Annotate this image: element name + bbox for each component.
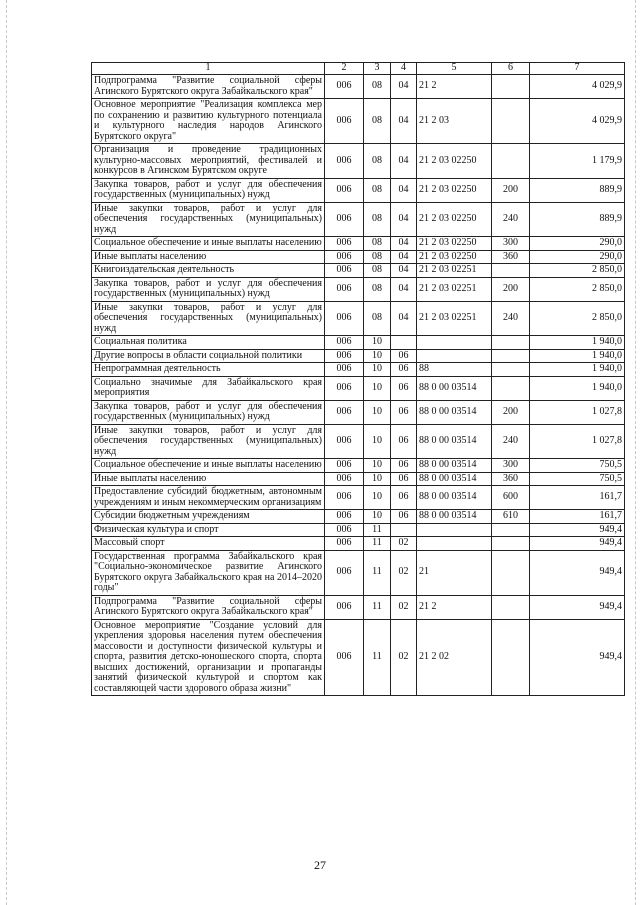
section-code: 10 (364, 486, 391, 510)
amount: 949,4 (530, 550, 625, 595)
page-edge-left (6, 0, 7, 905)
table-row (92, 336, 625, 350)
expense-type-code: 200 (492, 277, 530, 301)
amount: 949,4 (530, 595, 625, 619)
row-name: Иные выплаты населению (92, 250, 325, 264)
ministry-code: 006 (325, 349, 364, 363)
expense-type-code: 200 (492, 178, 530, 202)
section-code: 10 (364, 376, 391, 400)
row-name: Закупка товаров, работ и услуг для обеспечения государственных (муниципальных) нужд (92, 400, 325, 424)
amount: 949,4 (530, 537, 625, 551)
table-row (92, 144, 625, 179)
ministry-code: 006 (325, 264, 364, 278)
subsection-code: 06 (391, 459, 417, 473)
ministry-code: 006 (325, 202, 364, 237)
target-article-code: 21 2 02 (417, 619, 492, 696)
expense-type-code: 240 (492, 202, 530, 237)
table-row (92, 363, 625, 377)
subsection-code: 04 (391, 144, 417, 179)
ministry-code: 006 (325, 376, 364, 400)
section-code: 10 (364, 459, 391, 473)
section-code: 08 (364, 202, 391, 237)
table-row (92, 523, 625, 537)
ministry-code: 006 (325, 75, 364, 99)
row-name: Книгоиздательская деятельность (92, 264, 325, 278)
table-body (92, 75, 625, 696)
table-row (92, 550, 625, 595)
section-code: 10 (364, 510, 391, 524)
expense-type-code (492, 363, 530, 377)
section-code: 10 (364, 472, 391, 486)
ministry-code: 006 (325, 336, 364, 350)
ministry-code: 006 (325, 250, 364, 264)
target-article-code: 88 0 00 03514 (417, 459, 492, 473)
section-code: 08 (364, 178, 391, 202)
header-cell: 2 (325, 63, 364, 75)
expense-type-code: 240 (492, 301, 530, 336)
row-name: Другие вопросы в области социальной политики (92, 349, 325, 363)
section-code: 08 (364, 237, 391, 251)
row-name: Организация и проведение традиционных культурно-массовых мероприятий, фестивалей и конкурсов в Агинском Бурятском округе (92, 144, 325, 179)
header-cell: 4 (391, 63, 417, 75)
expense-type-code: 300 (492, 237, 530, 251)
table-row (92, 75, 625, 99)
amount: 750,5 (530, 472, 625, 486)
subsection-code: 06 (391, 376, 417, 400)
section-code: 08 (364, 250, 391, 264)
ministry-code: 006 (325, 510, 364, 524)
section-code: 11 (364, 523, 391, 537)
amount: 1 179,9 (530, 144, 625, 179)
target-article-code (417, 349, 492, 363)
expense-type-code: 360 (492, 250, 530, 264)
table-row (92, 264, 625, 278)
expense-type-code (492, 349, 530, 363)
ministry-code: 006 (325, 472, 364, 486)
section-code: 10 (364, 349, 391, 363)
row-name: Социальная политика (92, 336, 325, 350)
table-row (92, 619, 625, 696)
header-cell: 7 (530, 63, 625, 75)
section-code: 11 (364, 595, 391, 619)
section-code: 10 (364, 400, 391, 424)
section-code: 08 (364, 264, 391, 278)
row-name: Основное мероприятие "Создание условий для укрепления здоровья населения путем обеспечения массовости и доступности физической культуры и спорта, развития детско-юношеского спорта, спорта высших достижений, организации и пропаганды занятий физической культурой и спортом как составляющей части здорового образа жизни" (92, 619, 325, 696)
section-code: 10 (364, 336, 391, 350)
section-code: 11 (364, 619, 391, 696)
header-row (92, 63, 625, 75)
expense-type-code (492, 523, 530, 537)
target-article-code: 88 0 00 03514 (417, 510, 492, 524)
section-code: 11 (364, 537, 391, 551)
row-name: Предоставление субсидий бюджетным, автономным учреждениям и иным некоммерческим организациям (92, 486, 325, 510)
subsection-code: 02 (391, 550, 417, 595)
subsection-code: 06 (391, 472, 417, 486)
section-code: 10 (364, 363, 391, 377)
target-article-code: 21 2 (417, 75, 492, 99)
amount: 949,4 (530, 523, 625, 537)
table-row (92, 510, 625, 524)
subsection-code: 06 (391, 424, 417, 459)
section-code: 08 (364, 301, 391, 336)
target-article-code (417, 537, 492, 551)
target-article-code (417, 523, 492, 537)
section-code: 08 (364, 75, 391, 99)
table-row (92, 202, 625, 237)
table-row (92, 277, 625, 301)
table-row (92, 595, 625, 619)
target-article-code: 21 2 03 02250 (417, 250, 492, 264)
subsection-code: 06 (391, 363, 417, 377)
ministry-code: 006 (325, 424, 364, 459)
subsection-code: 06 (391, 510, 417, 524)
expense-type-code (492, 537, 530, 551)
amount: 949,4 (530, 619, 625, 696)
amount: 2 850,0 (530, 264, 625, 278)
table-row (92, 99, 625, 144)
ministry-code: 006 (325, 178, 364, 202)
row-name: Непрограммная деятельность (92, 363, 325, 377)
section-code: 08 (364, 144, 391, 179)
expense-type-code: 200 (492, 400, 530, 424)
expense-type-code (492, 144, 530, 179)
expense-type-code (492, 99, 530, 144)
target-article-code: 21 2 03 02250 (417, 237, 492, 251)
row-name: Иные закупки товаров, работ и услуг для обеспечения государственных (муниципальных) нужд (92, 301, 325, 336)
target-article-code: 88 0 00 03514 (417, 486, 492, 510)
amount: 2 850,0 (530, 301, 625, 336)
row-name: Основное мероприятие "Реализация комплекса мер по сохранению и развитию культурного потенциала и культурного наследия народов Агинского Бурятского округа" (92, 99, 325, 144)
subsection-code: 06 (391, 486, 417, 510)
target-article-code: 21 2 03 02250 (417, 202, 492, 237)
subsection-code (391, 523, 417, 537)
subsection-code: 04 (391, 250, 417, 264)
subsection-code: 02 (391, 537, 417, 551)
subsection-code: 04 (391, 301, 417, 336)
row-name: Социально значимые для Забайкальского края мероприятия (92, 376, 325, 400)
target-article-code: 21 2 03 02251 (417, 264, 492, 278)
expense-type-code (492, 376, 530, 400)
target-article-code: 88 0 00 03514 (417, 472, 492, 486)
expense-type-code: 300 (492, 459, 530, 473)
row-name: Социальное обеспечение и иные выплаты населению (92, 237, 325, 251)
table-row (92, 486, 625, 510)
table-row (92, 537, 625, 551)
expense-type-code: 600 (492, 486, 530, 510)
amount: 889,9 (530, 178, 625, 202)
amount: 1 940,0 (530, 363, 625, 377)
target-article-code: 21 2 (417, 595, 492, 619)
row-name: Физическая культура и спорт (92, 523, 325, 537)
ministry-code: 006 (325, 400, 364, 424)
table-row (92, 472, 625, 486)
header-cell: 3 (364, 63, 391, 75)
target-article-code: 21 2 03 02251 (417, 301, 492, 336)
ministry-code: 006 (325, 99, 364, 144)
subsection-code: 04 (391, 237, 417, 251)
target-article-code: 21 (417, 550, 492, 595)
subsection-code: 04 (391, 178, 417, 202)
target-article-code: 21 2 03 02250 (417, 144, 492, 179)
subsection-code: 04 (391, 99, 417, 144)
target-article-code: 88 0 00 03514 (417, 400, 492, 424)
expense-type-code: 360 (492, 472, 530, 486)
ministry-code: 006 (325, 537, 364, 551)
amount: 290,0 (530, 250, 625, 264)
amount: 889,9 (530, 202, 625, 237)
subsection-code: 04 (391, 202, 417, 237)
ministry-code: 006 (325, 523, 364, 537)
target-article-code: 88 (417, 363, 492, 377)
subsection-code: 02 (391, 619, 417, 696)
subsection-code: 04 (391, 277, 417, 301)
expense-type-code (492, 595, 530, 619)
amount: 1 027,8 (530, 400, 625, 424)
table-row (92, 424, 625, 459)
table-row (92, 250, 625, 264)
expense-type-code: 240 (492, 424, 530, 459)
expense-type-code (492, 619, 530, 696)
table-row (92, 400, 625, 424)
ministry-code: 006 (325, 486, 364, 510)
row-name: Закупка товаров, работ и услуг для обеспечения государственных (муниципальных) нужд (92, 277, 325, 301)
amount: 1 940,0 (530, 336, 625, 350)
expense-type-code (492, 75, 530, 99)
row-name: Иные выплаты населению (92, 472, 325, 486)
ministry-code: 006 (325, 363, 364, 377)
row-name: Государственная программа Забайкальского края "Социально-экономическое развитие Агинского Бурятского округа Забайкальского края на 2014–2020 годы" (92, 550, 325, 595)
header-cell: 5 (417, 63, 492, 75)
subsection-code: 06 (391, 349, 417, 363)
page-number: 27 (314, 858, 326, 872)
row-name: Массовый спорт (92, 537, 325, 551)
target-article-code: 88 0 00 03514 (417, 424, 492, 459)
header-cell: 1 (92, 63, 325, 75)
ministry-code: 006 (325, 550, 364, 595)
expense-type-code: 610 (492, 510, 530, 524)
amount: 2 850,0 (530, 277, 625, 301)
section-code: 08 (364, 277, 391, 301)
expense-type-code (492, 550, 530, 595)
subsection-code: 06 (391, 400, 417, 424)
amount: 161,7 (530, 510, 625, 524)
section-code: 08 (364, 99, 391, 144)
section-code: 11 (364, 550, 391, 595)
table-row (92, 237, 625, 251)
row-name: Закупка товаров, работ и услуг для обеспечения государственных (муниципальных) нужд (92, 178, 325, 202)
amount: 1 940,0 (530, 349, 625, 363)
row-name: Социальное обеспечение и иные выплаты населению (92, 459, 325, 473)
section-code: 10 (364, 424, 391, 459)
ministry-code: 006 (325, 144, 364, 179)
target-article-code: 21 2 03 02251 (417, 277, 492, 301)
target-article-code: 21 2 03 (417, 99, 492, 144)
ministry-code: 006 (325, 619, 364, 696)
subsection-code: 02 (391, 595, 417, 619)
row-name: Подпрограмма "Развитие социальной сферы Агинского Бурятского округа Забайкальского края" (92, 75, 325, 99)
ministry-code: 006 (325, 595, 364, 619)
target-article-code (417, 336, 492, 350)
amount: 1 940,0 (530, 376, 625, 400)
ministry-code: 006 (325, 237, 364, 251)
table-row (92, 349, 625, 363)
table-row (92, 376, 625, 400)
amount: 290,0 (530, 237, 625, 251)
row-name: Субсидии бюджетным учреждениям (92, 510, 325, 524)
amount: 1 027,8 (530, 424, 625, 459)
table-row (92, 459, 625, 473)
subsection-code: 04 (391, 75, 417, 99)
row-name: Иные закупки товаров, работ и услуг для обеспечения государственных (муниципальных) нужд (92, 424, 325, 459)
amount: 750,5 (530, 459, 625, 473)
header-cell: 6 (492, 63, 530, 75)
expense-type-code (492, 264, 530, 278)
amount: 161,7 (530, 486, 625, 510)
page-edge-right (635, 0, 636, 905)
target-article-code: 21 2 03 02250 (417, 178, 492, 202)
table-row (92, 178, 625, 202)
target-article-code: 88 0 00 03514 (417, 376, 492, 400)
ministry-code: 006 (325, 277, 364, 301)
expense-type-code (492, 336, 530, 350)
row-name: Подпрограмма "Развитие социальной сферы Агинского Бурятского округа Забайкальского края" (92, 595, 325, 619)
table-row (92, 301, 625, 336)
row-name: Иные закупки товаров, работ и услуг для обеспечения государственных (муниципальных) нужд (92, 202, 325, 237)
amount: 4 029,9 (530, 75, 625, 99)
subsection-code: 04 (391, 264, 417, 278)
amount: 4 029,9 (530, 99, 625, 144)
budget-table (91, 62, 625, 696)
subsection-code (391, 336, 417, 350)
ministry-code: 006 (325, 301, 364, 336)
ministry-code: 006 (325, 459, 364, 473)
